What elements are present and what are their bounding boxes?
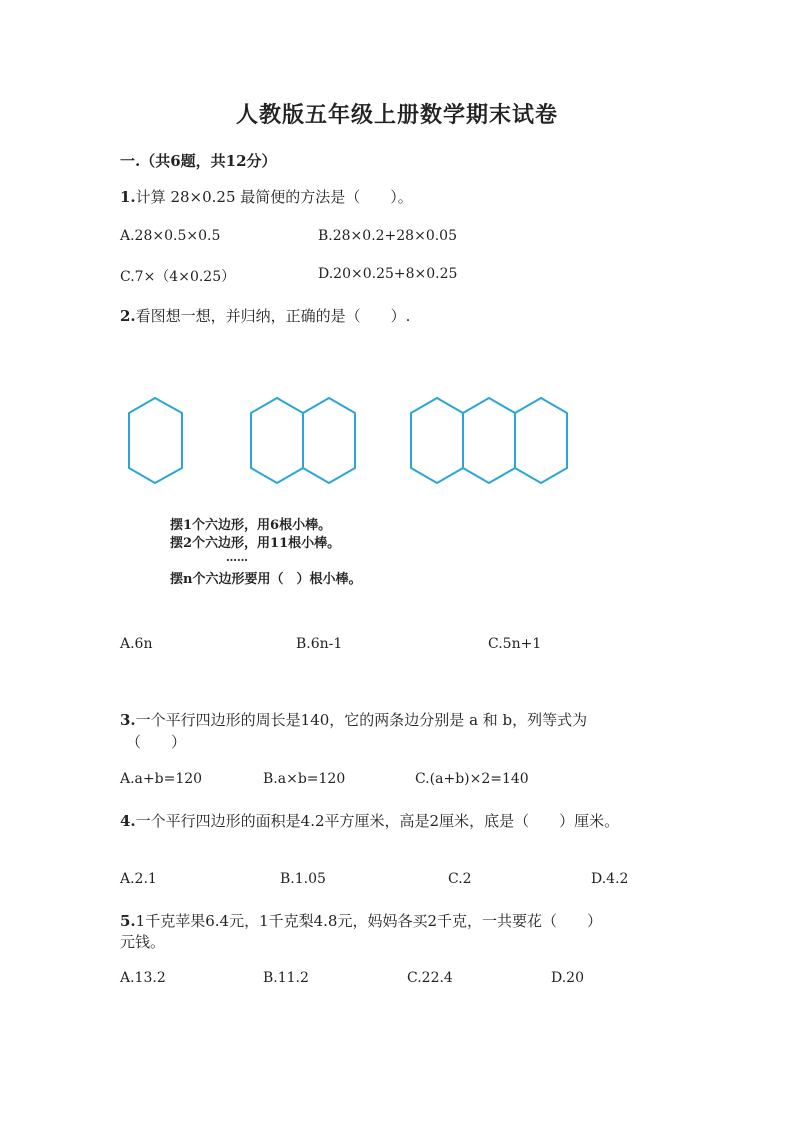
hexagon-group-2-hex-1 [251, 398, 303, 483]
question-4 [120, 810, 619, 831]
option-a: A.6n [120, 636, 153, 652]
figure-caption-1: 摆1个六边形，用6根小棒。 [170, 518, 332, 533]
option-d: D.20×0.25+8×0.25 [318, 266, 458, 282]
option-d: D.4.2 [591, 871, 629, 887]
option-b: B.6n-1 [296, 636, 343, 652]
figure-caption-ellipsis: …… [226, 551, 248, 564]
question-text: 1千克苹果6.4元，1千克梨4.8元，妈妈各买2千克，一共要花（ ） [135, 912, 603, 930]
question-3-blank: （ ） [126, 733, 187, 751]
option-c: C.5n+1 [488, 636, 542, 652]
option-a: A.13.2 [120, 970, 166, 986]
question-5-continuation: 元钱。 [120, 933, 166, 951]
figure-caption-2: 摆2个六边形，用11根小棒。 [170, 536, 341, 551]
hexagon-group-3-hex-2 [463, 398, 515, 483]
option-b: B.28×0.2+28×0.05 [318, 228, 457, 244]
hexagon-group-2-hex-2 [303, 398, 355, 483]
hexagon-group-3-hex-1 [411, 398, 463, 483]
question-text: 一个平行四边形的周长是140，它的两条边分别是 a 和 b，列等式为 [135, 711, 588, 729]
option-b: B.11.2 [263, 970, 309, 986]
option-a: A.28×0.5×0.5 [120, 228, 221, 244]
option-c: C.2 [448, 871, 472, 887]
option-c: C.7×（4×0.25） [120, 269, 236, 285]
option-a: A.a+b=120 [120, 771, 203, 787]
option-c: C.22.4 [407, 970, 453, 986]
section-heading: 一.（共6题，共12分） [120, 152, 277, 170]
option-b: B.1.05 [280, 871, 326, 887]
question-text: 一个平行四边形的面积是4.2平方厘米，高是2厘米，底是（ ）厘米。 [135, 812, 620, 830]
question-number: 4. [120, 812, 136, 830]
question-text: 看图想一想，并归纳，正确的是（ ）. [135, 307, 411, 325]
question-number: 1. [120, 188, 136, 206]
question-text: 计算 28×0.25 最简便的方法是（ ）。 [135, 188, 413, 206]
hexagon-group-3-hex-3 [515, 398, 567, 483]
hexagon-group-1-hex-1 [129, 398, 182, 483]
figure-caption-n: 摆n个六边形要用（ ）根小棒。 [170, 572, 362, 587]
page-title: 人教版五年级上册数学期末试卷 [235, 102, 558, 128]
option-d: D.20 [551, 970, 584, 986]
question-3 [120, 709, 587, 730]
question-number: 2. [120, 307, 136, 325]
option-a: A.2.1 [120, 871, 157, 887]
question-number: 3. [120, 711, 136, 729]
question-5 [120, 910, 602, 931]
question-number: 5. [120, 912, 136, 930]
option-c: C.(a+b)×2=140 [415, 771, 529, 787]
option-b: B.a×b=120 [263, 771, 346, 787]
